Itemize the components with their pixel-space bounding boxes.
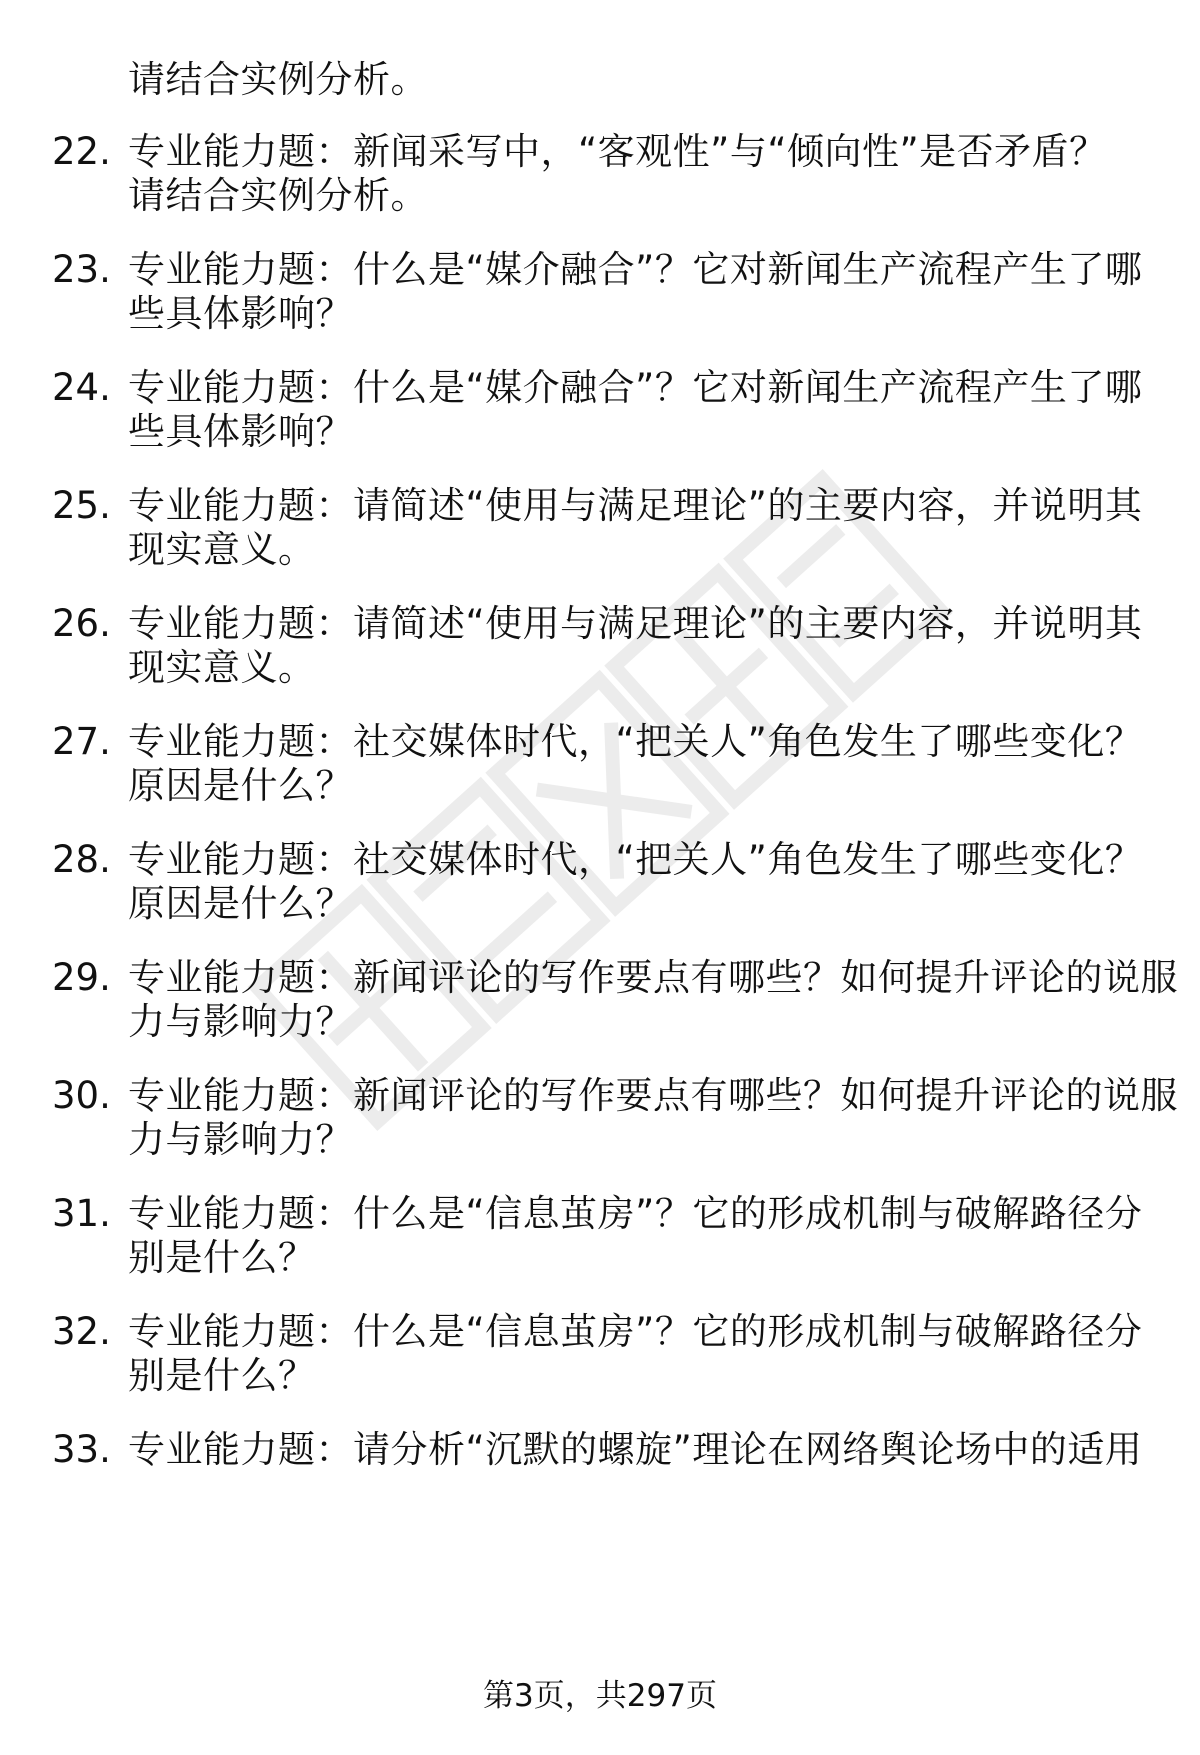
question-23-line-1: 专业能力题：什么是“媒介融合”？它对新闻生产流程产生了哪 (128, 248, 1143, 291)
question-33-line-1: 专业能力题：请分析“沉默的螺旋”理论在网络舆论场中的适用 (128, 1428, 1143, 1471)
question-number-31: 31. (52, 1192, 111, 1235)
question-number-28: 28. (52, 838, 111, 881)
question-25-line-2: 现实意义。 (128, 528, 316, 571)
question-32-line-2: 别是什么？ (128, 1354, 316, 1397)
question-26-line-1: 专业能力题：请简述“使用与满足理论”的主要内容，并说明其 (128, 602, 1143, 645)
question-number-23: 23. (52, 248, 111, 291)
question-29-line-2: 力与影响力？ (128, 1000, 353, 1043)
question-number-33: 33. (52, 1428, 111, 1471)
question-27-line-2: 原因是什么？ (128, 764, 353, 807)
question-number-29: 29. (52, 956, 111, 999)
page-footer-number: 第3页，共297页 (483, 1678, 717, 1714)
question-24-line-2: 些具体影响？ (128, 410, 353, 453)
question-number-32: 32. (52, 1310, 111, 1353)
question-number-25: 25. (52, 484, 111, 527)
question-22-line-1: 专业能力题：新闻采写中，“客观性”与“倾向性”是否矛盾？ (128, 130, 1107, 173)
question-number-27: 27. (52, 720, 111, 763)
question-31-line-2: 别是什么？ (128, 1236, 316, 1279)
question-24-line-1: 专业能力题：什么是“媒介融合”？它对新闻生产流程产生了哪 (128, 366, 1143, 409)
question-22-line-2: 请结合实例分析。 (128, 174, 428, 217)
question-number-24: 24. (52, 366, 111, 409)
question-26-line-2: 现实意义。 (128, 646, 316, 689)
question-27-line-1: 专业能力题：社交媒体时代，“把关人”角色发生了哪些变化？ (128, 720, 1143, 763)
question-30-line-2: 力与影响力？ (128, 1118, 353, 1161)
question-32-line-1: 专业能力题：什么是“信息茧房”？它的形成机制与破解路径分 (128, 1310, 1143, 1353)
line-continuation-21: 请结合实例分析。 (128, 58, 428, 101)
question-number-22: 22. (52, 130, 111, 173)
question-23-line-2: 些具体影响？ (128, 292, 353, 335)
question-30-line-1: 专业能力题：新闻评论的写作要点有哪些？如何提升评论的说服 (128, 1074, 1178, 1117)
question-28-line-2: 原因是什么？ (128, 882, 353, 925)
question-29-line-1: 专业能力题：新闻评论的写作要点有哪些？如何提升评论的说服 (128, 956, 1178, 999)
question-number-26: 26. (52, 602, 111, 645)
question-number-30: 30. (52, 1074, 111, 1117)
question-25-line-1: 专业能力题：请简述“使用与满足理论”的主要内容，并说明其 (128, 484, 1143, 527)
question-28-line-1: 专业能力题：社交媒体时代，“把关人”角色发生了哪些变化？ (128, 838, 1143, 881)
question-31-line-1: 专业能力题：什么是“信息茧房”？它的形成机制与破解路径分 (128, 1192, 1143, 1235)
